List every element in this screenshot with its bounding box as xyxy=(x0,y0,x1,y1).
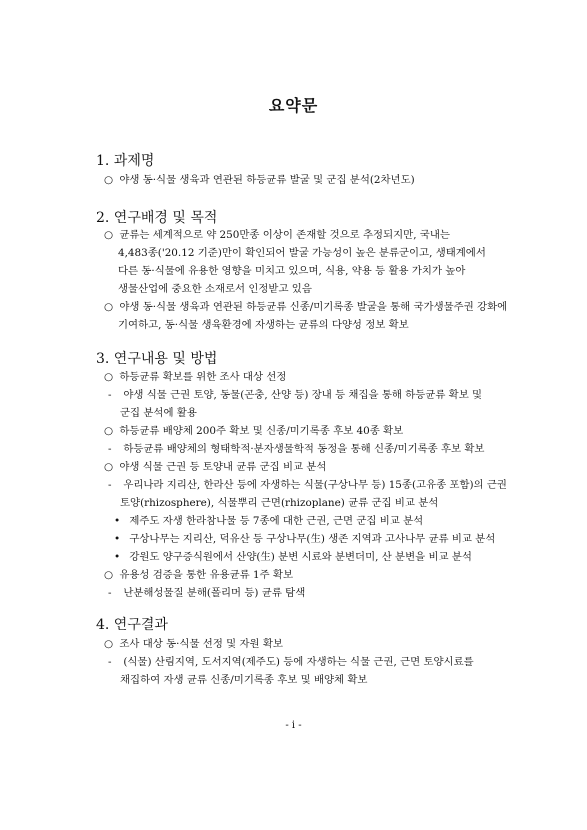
circle-bullet-icon: ○ xyxy=(104,229,114,241)
section-4-line-3 xyxy=(120,673,367,687)
line-text: 야생 동·식물 생육과 연관된 하등균류 발굴 및 군집 분석(2차년도) xyxy=(119,174,415,186)
section-3-line-5 xyxy=(108,442,484,456)
line-text: 강원도 양구증식원에서 산양(生) 분변 시료와 분변더미, 산 분변을 비교 분석 xyxy=(129,551,472,563)
circle-bullet-icon: ○ xyxy=(104,638,114,650)
line-text: 조사 대상 동·식물 선정 및 자원 확보 xyxy=(119,638,283,650)
dash-bullet-icon: - xyxy=(108,389,112,401)
line-text: 4,483종('20.12 기준)만이 확인되어 발굴 가능성이 높은 분류군이고, 생태계에서 xyxy=(118,247,486,259)
section-4-line-1 xyxy=(104,637,283,651)
circle-bullet-icon: ○ xyxy=(104,569,114,581)
dash-bullet-icon: - xyxy=(108,479,112,491)
section-heading-2: 2. 연구배경 및 목적 xyxy=(96,210,218,226)
line-text: 구상나무는 지리산, 덕유산 등 구상나무(生) 생존 지역과 고사나무 균류 비교 분석 xyxy=(129,533,496,545)
line-text: 생물산업에 중요한 소재로서 인정받고 있음 xyxy=(118,283,312,295)
line-text: 우리나라 지리산, 한라산 등에 자생하는 식물(구상나무 등) 15종(고유종 포함)의 근권 xyxy=(123,479,507,491)
section-3-line-10 xyxy=(114,532,495,546)
dash-bullet-icon: - xyxy=(108,443,112,455)
section-2-line-6 xyxy=(118,318,409,332)
line-text: 유용성 검증을 통한 유용균류 1주 확보 xyxy=(119,569,293,581)
circle-bullet-icon: ○ xyxy=(104,371,114,383)
line-text: 채집하여 자생 균류 신종/미기록종 후보 및 배양체 확보 xyxy=(120,674,368,686)
section-4-line-2 xyxy=(108,655,474,669)
line-text: 하등균류 배양체의 형태학적·분자생물학적 동정을 통해 신종/미기록종 후보 확보 xyxy=(123,443,485,455)
line-text: 균류는 세계적으로 약 250만종 이상이 존재할 것으로 추정되지만, 국내는 xyxy=(119,229,450,241)
section-1-line-1 xyxy=(104,173,415,187)
section-3-line-11 xyxy=(114,550,472,564)
dash-bullet-icon: - xyxy=(108,656,112,668)
line-text: (식물) 산림지역, 도서지역(제주도) 등에 자생하는 식물 근권, 근면 토양시료를 xyxy=(123,656,474,668)
dot-bullet-icon: • xyxy=(114,551,121,563)
section-3-line-4 xyxy=(104,424,403,438)
page-number: - i - xyxy=(285,720,302,731)
section-heading-3: 3. 연구내용 및 방법 xyxy=(96,351,218,367)
dot-bullet-icon: • xyxy=(114,533,121,545)
line-text: 제주도 자생 한라참나물 등 7종에 대한 근권, 근면 군집 비교 분석 xyxy=(129,515,424,527)
line-text: 기여하고, 동·식물 생육환경에 자생하는 균류의 다양성 정보 확보 xyxy=(118,319,409,331)
line-text: 토양(rhizosphere), 식물뿌리 근면(rhizoplane) 균류 군집 비교 분석 xyxy=(120,497,439,509)
section-3-line-3 xyxy=(120,406,197,420)
section-2-line-2 xyxy=(118,246,486,260)
section-3-line-12 xyxy=(104,568,293,582)
section-3-line-1 xyxy=(104,370,286,384)
circle-bullet-icon: ○ xyxy=(104,301,114,313)
line-text: 야생 식물 근권 토양, 동물(곤충, 산양 등) 장내 등 채집을 통해 하등균류 확보 및 xyxy=(123,389,483,401)
line-text: 하등균류 확보를 위한 조사 대상 선정 xyxy=(119,371,287,383)
circle-bullet-icon: ○ xyxy=(104,174,114,186)
dash-bullet-icon: - xyxy=(108,587,112,599)
line-text: 난분해성물질 분해(폴리머 등) 균류 탐색 xyxy=(123,587,306,599)
section-heading-4: 4. 연구결과 xyxy=(96,617,168,633)
section-3-line-7 xyxy=(108,478,507,492)
circle-bullet-icon: ○ xyxy=(104,461,114,473)
section-2-line-1 xyxy=(104,228,450,242)
section-2-line-5 xyxy=(104,300,507,314)
section-3-line-6 xyxy=(104,460,326,474)
section-2-line-3 xyxy=(118,264,465,278)
section-heading-1: 1. 과제명 xyxy=(96,153,155,169)
circle-bullet-icon: ○ xyxy=(104,425,114,437)
section-3-line-9 xyxy=(114,514,423,528)
line-text: 야생 동·식물 생육과 연관된 하등균류 신종/미기록종 발굴을 통해 국가생물주권 강화에 xyxy=(119,301,508,313)
section-3-line-13 xyxy=(108,586,305,600)
line-text: 하등균류 배양체 200주 확보 및 신종/미기록종 후보 40종 확보 xyxy=(119,425,404,437)
section-3-line-2 xyxy=(108,388,482,402)
section-2-line-4 xyxy=(118,282,312,296)
line-text: 야생 식물 근권 등 토양내 균류 군집 비교 분석 xyxy=(119,461,327,473)
dot-bullet-icon: • xyxy=(114,515,121,527)
document-title: 요약문 xyxy=(268,96,319,115)
line-text: 다른 동·식물에 유용한 영향을 미치고 있으며, 식용, 약용 등 활용 가치가 높아 xyxy=(118,265,466,277)
line-text: 군집 분석에 활용 xyxy=(120,407,197,419)
section-3-line-8 xyxy=(120,496,438,510)
